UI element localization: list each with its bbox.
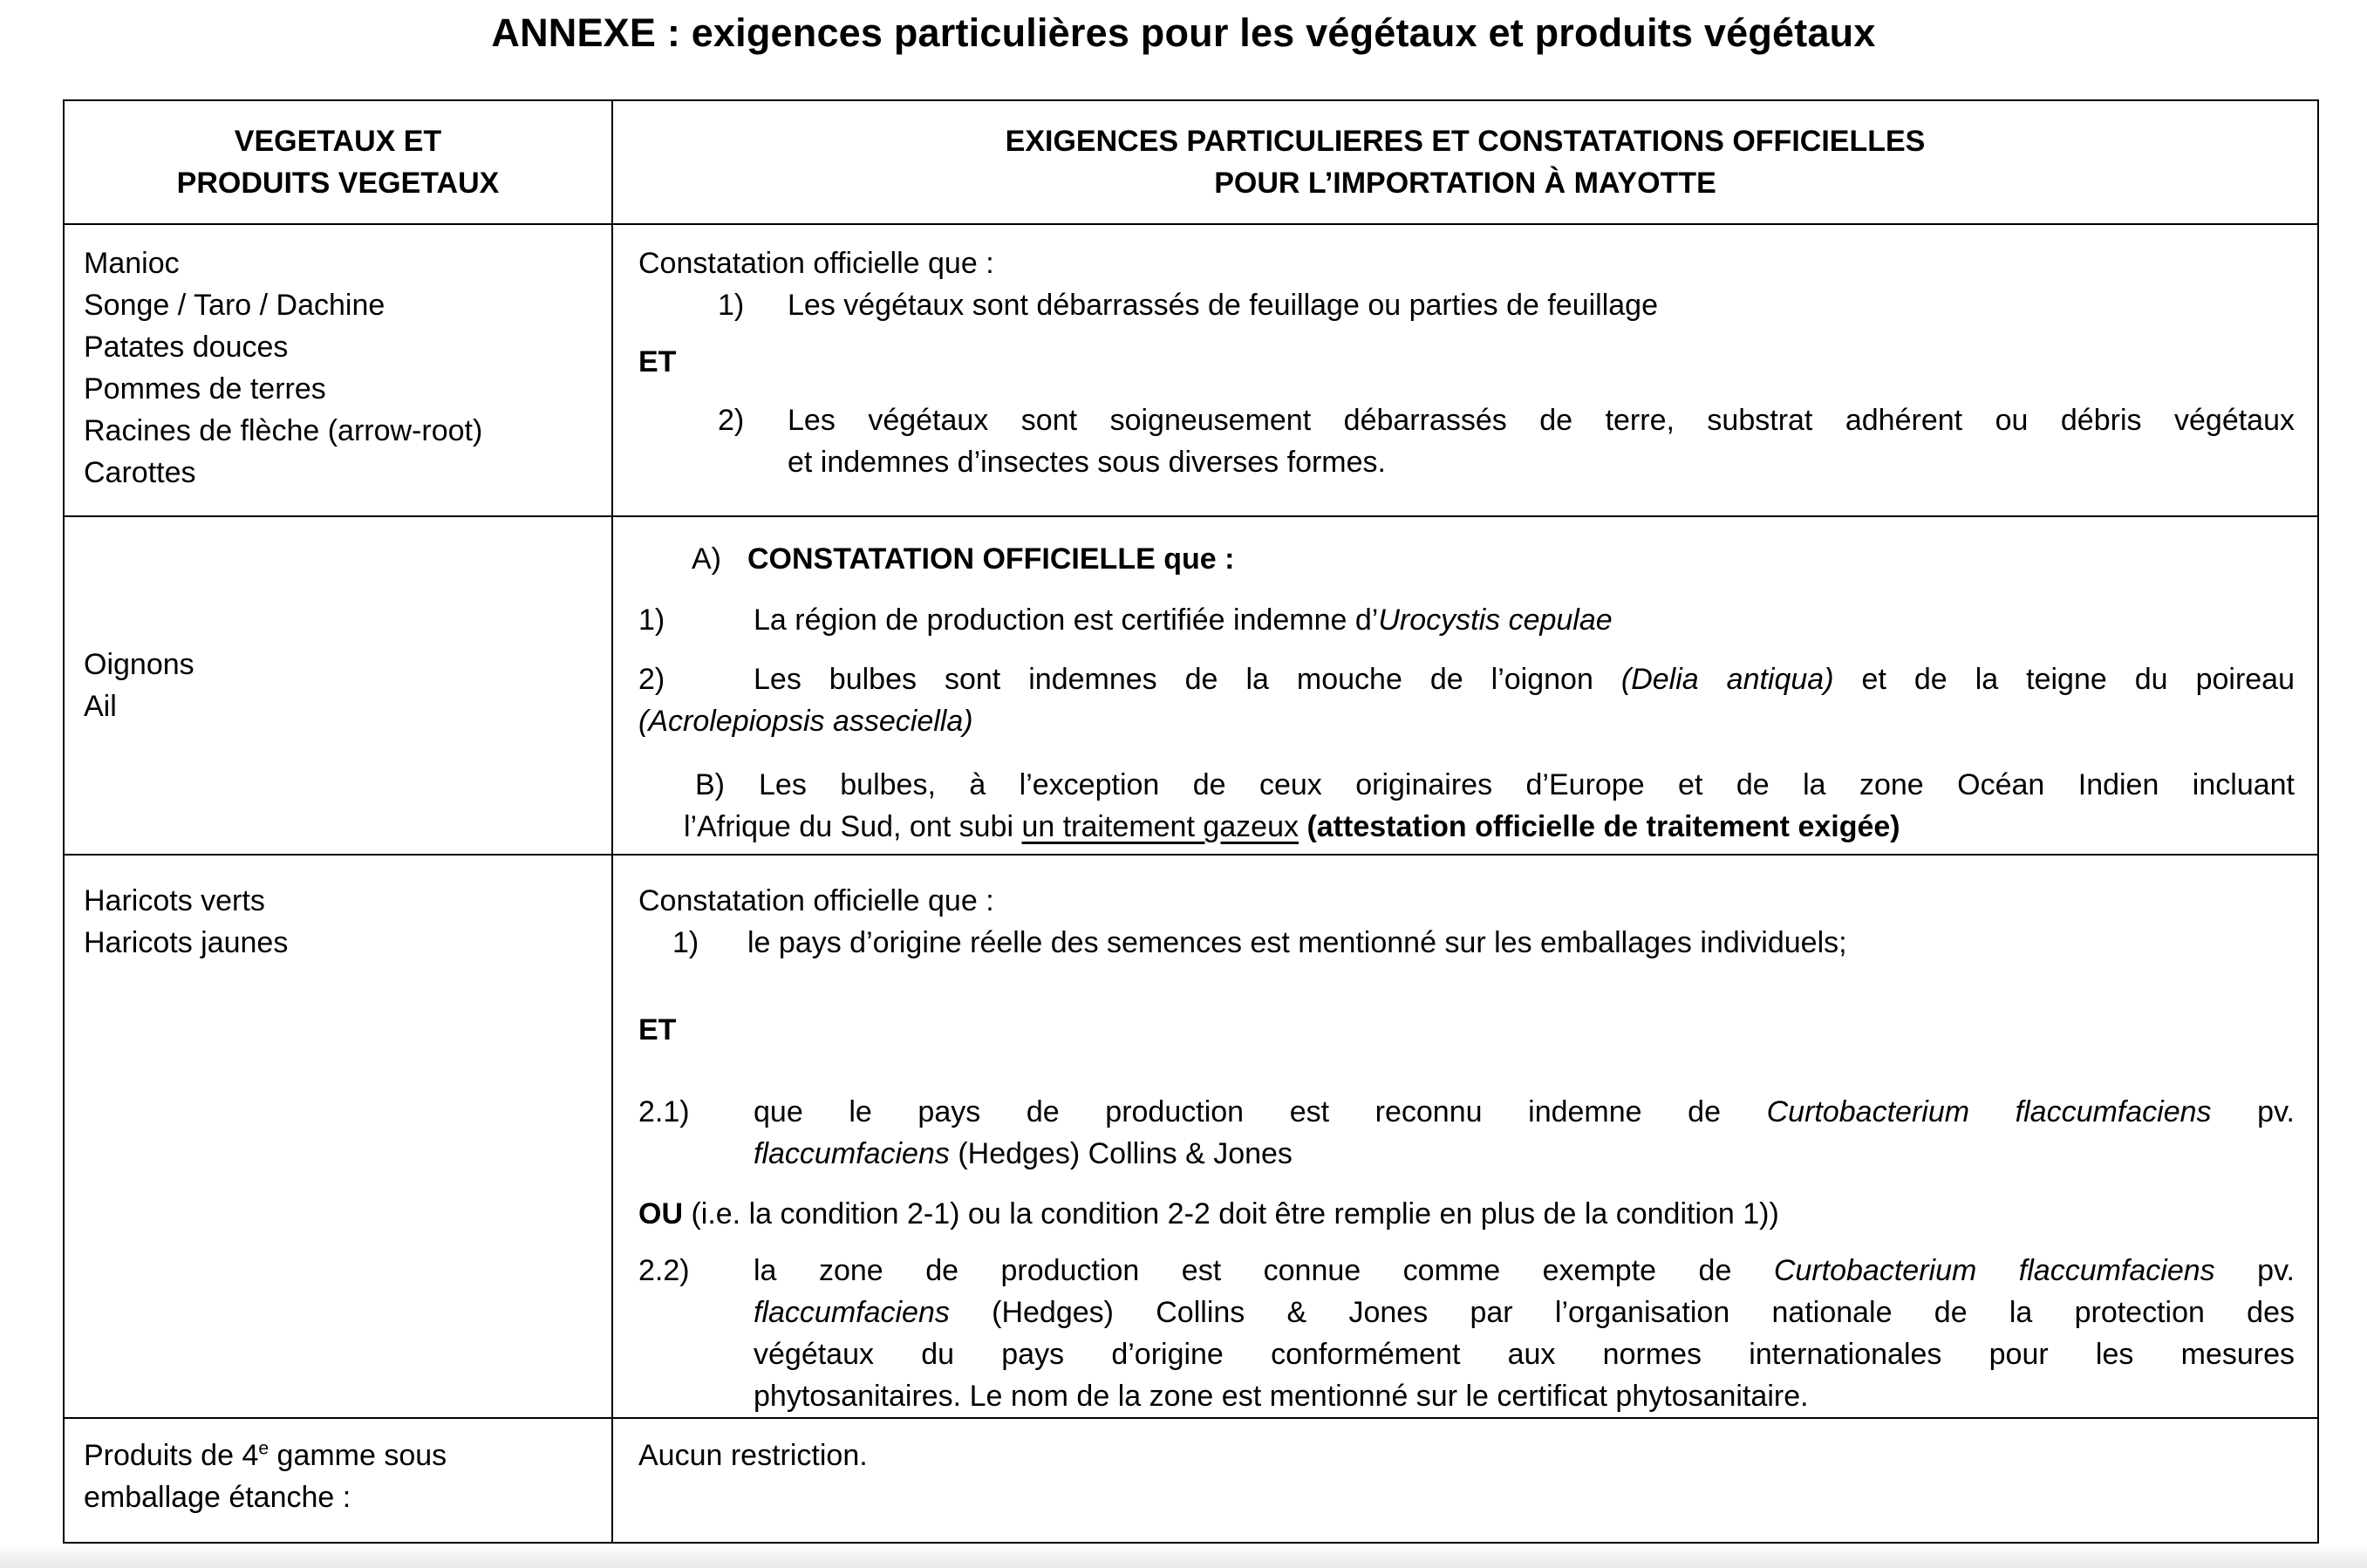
text-line xyxy=(84,452,596,494)
text-segment: Pommes de terres xyxy=(84,372,326,406)
text-segment: PRODUITS VEGETAUX xyxy=(176,167,500,200)
text-segment: Oignons xyxy=(84,648,194,681)
text-segment: gamme sous xyxy=(269,1439,447,1472)
text-segment: Carottes xyxy=(84,456,196,489)
row-2-requirements-cell xyxy=(613,517,2317,856)
row-2-products-cell xyxy=(65,517,613,856)
row-1-requirements-cell xyxy=(613,225,2317,517)
text-line xyxy=(84,1476,596,1518)
text-segment: POUR L’IMPORTATION À MAYOTTE xyxy=(1214,167,1716,200)
column-header-products xyxy=(65,101,613,225)
text-segment: Haricots jaunes xyxy=(84,926,289,959)
text-line xyxy=(622,162,2309,204)
text-segment: Patates douces xyxy=(84,331,289,364)
text-segment: Racines de flèche (arrow-root) xyxy=(84,414,483,447)
text-segment: et indemnes d’insectes sous diverses formes. xyxy=(788,446,1386,479)
text-line xyxy=(638,599,2295,641)
text-segment: 2.2) xyxy=(638,1254,690,1287)
row-1-products-cell xyxy=(65,225,613,517)
text-segment: flaccumfaciens xyxy=(754,1296,950,1329)
text-line xyxy=(638,1193,2295,1235)
text-segment: (Hedges) Collins & Jones par l’organisation nationale de la protection des xyxy=(949,1296,2295,1329)
text-segment: EXIGENCES PARTICULIERES ET CONSTATATIONS OFFICIELLES xyxy=(1005,125,1926,158)
text-line xyxy=(84,410,596,452)
text-segment: Les bulbes, à l’exception de ceux originaires d’Europe et de la zone Océan Indien incluant xyxy=(759,768,2295,801)
text-line xyxy=(754,1333,2295,1375)
text-segment: pv. xyxy=(2214,1254,2295,1287)
text-segment: CONSTATATION OFFICIELLE que : xyxy=(747,542,1235,576)
text-line xyxy=(84,326,596,368)
text-line xyxy=(84,880,596,922)
text-line xyxy=(84,368,596,410)
text-line xyxy=(84,644,596,685)
text-line xyxy=(638,880,2295,922)
text-line xyxy=(638,658,2295,700)
text-segment: 2) xyxy=(718,404,745,437)
text-segment: un traitement gazeux xyxy=(1021,810,1299,843)
text-segment: 2.1) xyxy=(638,1095,690,1128)
text-line xyxy=(638,242,2295,284)
text-segment: et de la teigne du poireau xyxy=(1833,663,2295,696)
text-line xyxy=(672,922,2295,964)
text-segment: (i.e. la condition 2-1) ou la condition 2-2 doit être remplie en plus de la condition 1)) xyxy=(683,1197,1779,1231)
text-line xyxy=(695,764,2295,806)
text-segment: ET xyxy=(638,1013,677,1046)
text-segment: le pays d’origine réelle des semences est mentionné sur les emballages individuels; xyxy=(747,926,1847,959)
text-segment: la zone de production est connue comme exempte de xyxy=(754,1254,1774,1287)
text-line xyxy=(638,700,2295,742)
text-line xyxy=(718,284,2295,326)
text-segment: Curtobacterium flaccumfaciens xyxy=(1773,1254,2215,1287)
text-segment: Manioc xyxy=(84,247,180,280)
text-segment: Les végétaux sont soigneusement débarrassés de terre, substrat adhérent ou débris végétaux xyxy=(788,404,2295,437)
text-segment: Constatation officielle que : xyxy=(638,247,994,280)
text-line xyxy=(73,162,603,204)
text-segment: 2) xyxy=(638,663,665,696)
text-segment: phytosanitaires. Le nom de la zone est mentionné sur le certificat phytosanitaire. xyxy=(754,1380,1809,1413)
text-line xyxy=(638,1250,2295,1292)
text-segment: Urocystis cepulae xyxy=(1378,603,1613,637)
text-segment: Ail xyxy=(84,690,117,723)
text-line xyxy=(754,1292,2295,1333)
row-3-requirements-cell xyxy=(613,856,2317,1419)
text-segment: Les bulbes sont indemnes de la mouche de l’oignon xyxy=(754,663,1621,696)
text-segment: (attestation officielle de traitement exigée) xyxy=(1306,810,1900,843)
text-segment: (Acrolepiopsis asseciella) xyxy=(638,705,973,738)
text-segment: VEGETAUX ET xyxy=(234,125,442,158)
text-segment: 1) xyxy=(638,603,665,637)
text-segment: 1) xyxy=(718,289,745,322)
text-line xyxy=(84,685,596,727)
row-4-requirements-cell xyxy=(613,1419,2317,1542)
text-line xyxy=(84,284,596,326)
text-segment: que le pays de production est reconnu indemne de xyxy=(754,1095,1767,1128)
text-line xyxy=(73,120,603,162)
text-line xyxy=(754,1375,2295,1417)
text-line xyxy=(638,1435,2295,1476)
text-line xyxy=(84,922,596,964)
row-3-products-cell xyxy=(65,856,613,1419)
text-segment: flaccumfaciens xyxy=(754,1137,950,1170)
text-line xyxy=(84,1435,596,1476)
text-segment: Les végétaux sont débarrassés de feuillage ou parties de feuillage xyxy=(788,289,1659,322)
text-segment: Aucun restriction. xyxy=(638,1439,868,1472)
text-line xyxy=(638,1091,2295,1133)
text-segment: Curtobacterium flaccumfaciens xyxy=(1766,1095,2212,1128)
text-line xyxy=(638,1009,2295,1051)
text-segment: (Hedges) Collins & Jones xyxy=(949,1137,1293,1170)
text-line xyxy=(84,242,596,284)
text-segment: végétaux du pays d’origine conformément aux normes internationales pour les mesures xyxy=(754,1338,2295,1371)
row-4-products-cell xyxy=(65,1419,613,1542)
text-segment: pv. xyxy=(2211,1095,2295,1128)
text-segment: ET xyxy=(638,345,677,378)
text-segment: La région de production est certifiée indemne d’ xyxy=(754,603,1379,637)
text-line xyxy=(788,441,2295,483)
text-segment: Constatation officielle que : xyxy=(638,884,994,917)
text-line xyxy=(638,341,2295,383)
text-segment: B) xyxy=(695,768,725,801)
requirements-table xyxy=(63,99,2319,1544)
text-segment: A) xyxy=(692,542,721,576)
page-title: ANNEXE : exigences particulières pour les végétaux et produits végétaux xyxy=(491,10,1876,55)
text-line xyxy=(754,1133,2295,1175)
text-line xyxy=(718,399,2295,441)
column-header-requirements xyxy=(613,101,2317,225)
text-segment: Haricots verts xyxy=(84,884,265,917)
text-segment: l’Afrique du Sud, ont subi xyxy=(684,810,1022,843)
text-segment: (Delia antiqua) xyxy=(1620,663,1834,696)
bottom-edge-shade xyxy=(0,1544,2367,1568)
text-line xyxy=(692,538,2295,580)
text-segment: Songe / Taro / Dachine xyxy=(84,289,385,322)
text-segment: Produits de 4 xyxy=(84,1439,259,1472)
text-segment: e xyxy=(258,1438,269,1459)
text-line xyxy=(684,806,2295,848)
text-segment: emballage étanche : xyxy=(84,1481,351,1514)
text-segment: OU xyxy=(638,1197,683,1231)
text-segment: 1) xyxy=(672,926,699,959)
text-line xyxy=(622,120,2309,162)
